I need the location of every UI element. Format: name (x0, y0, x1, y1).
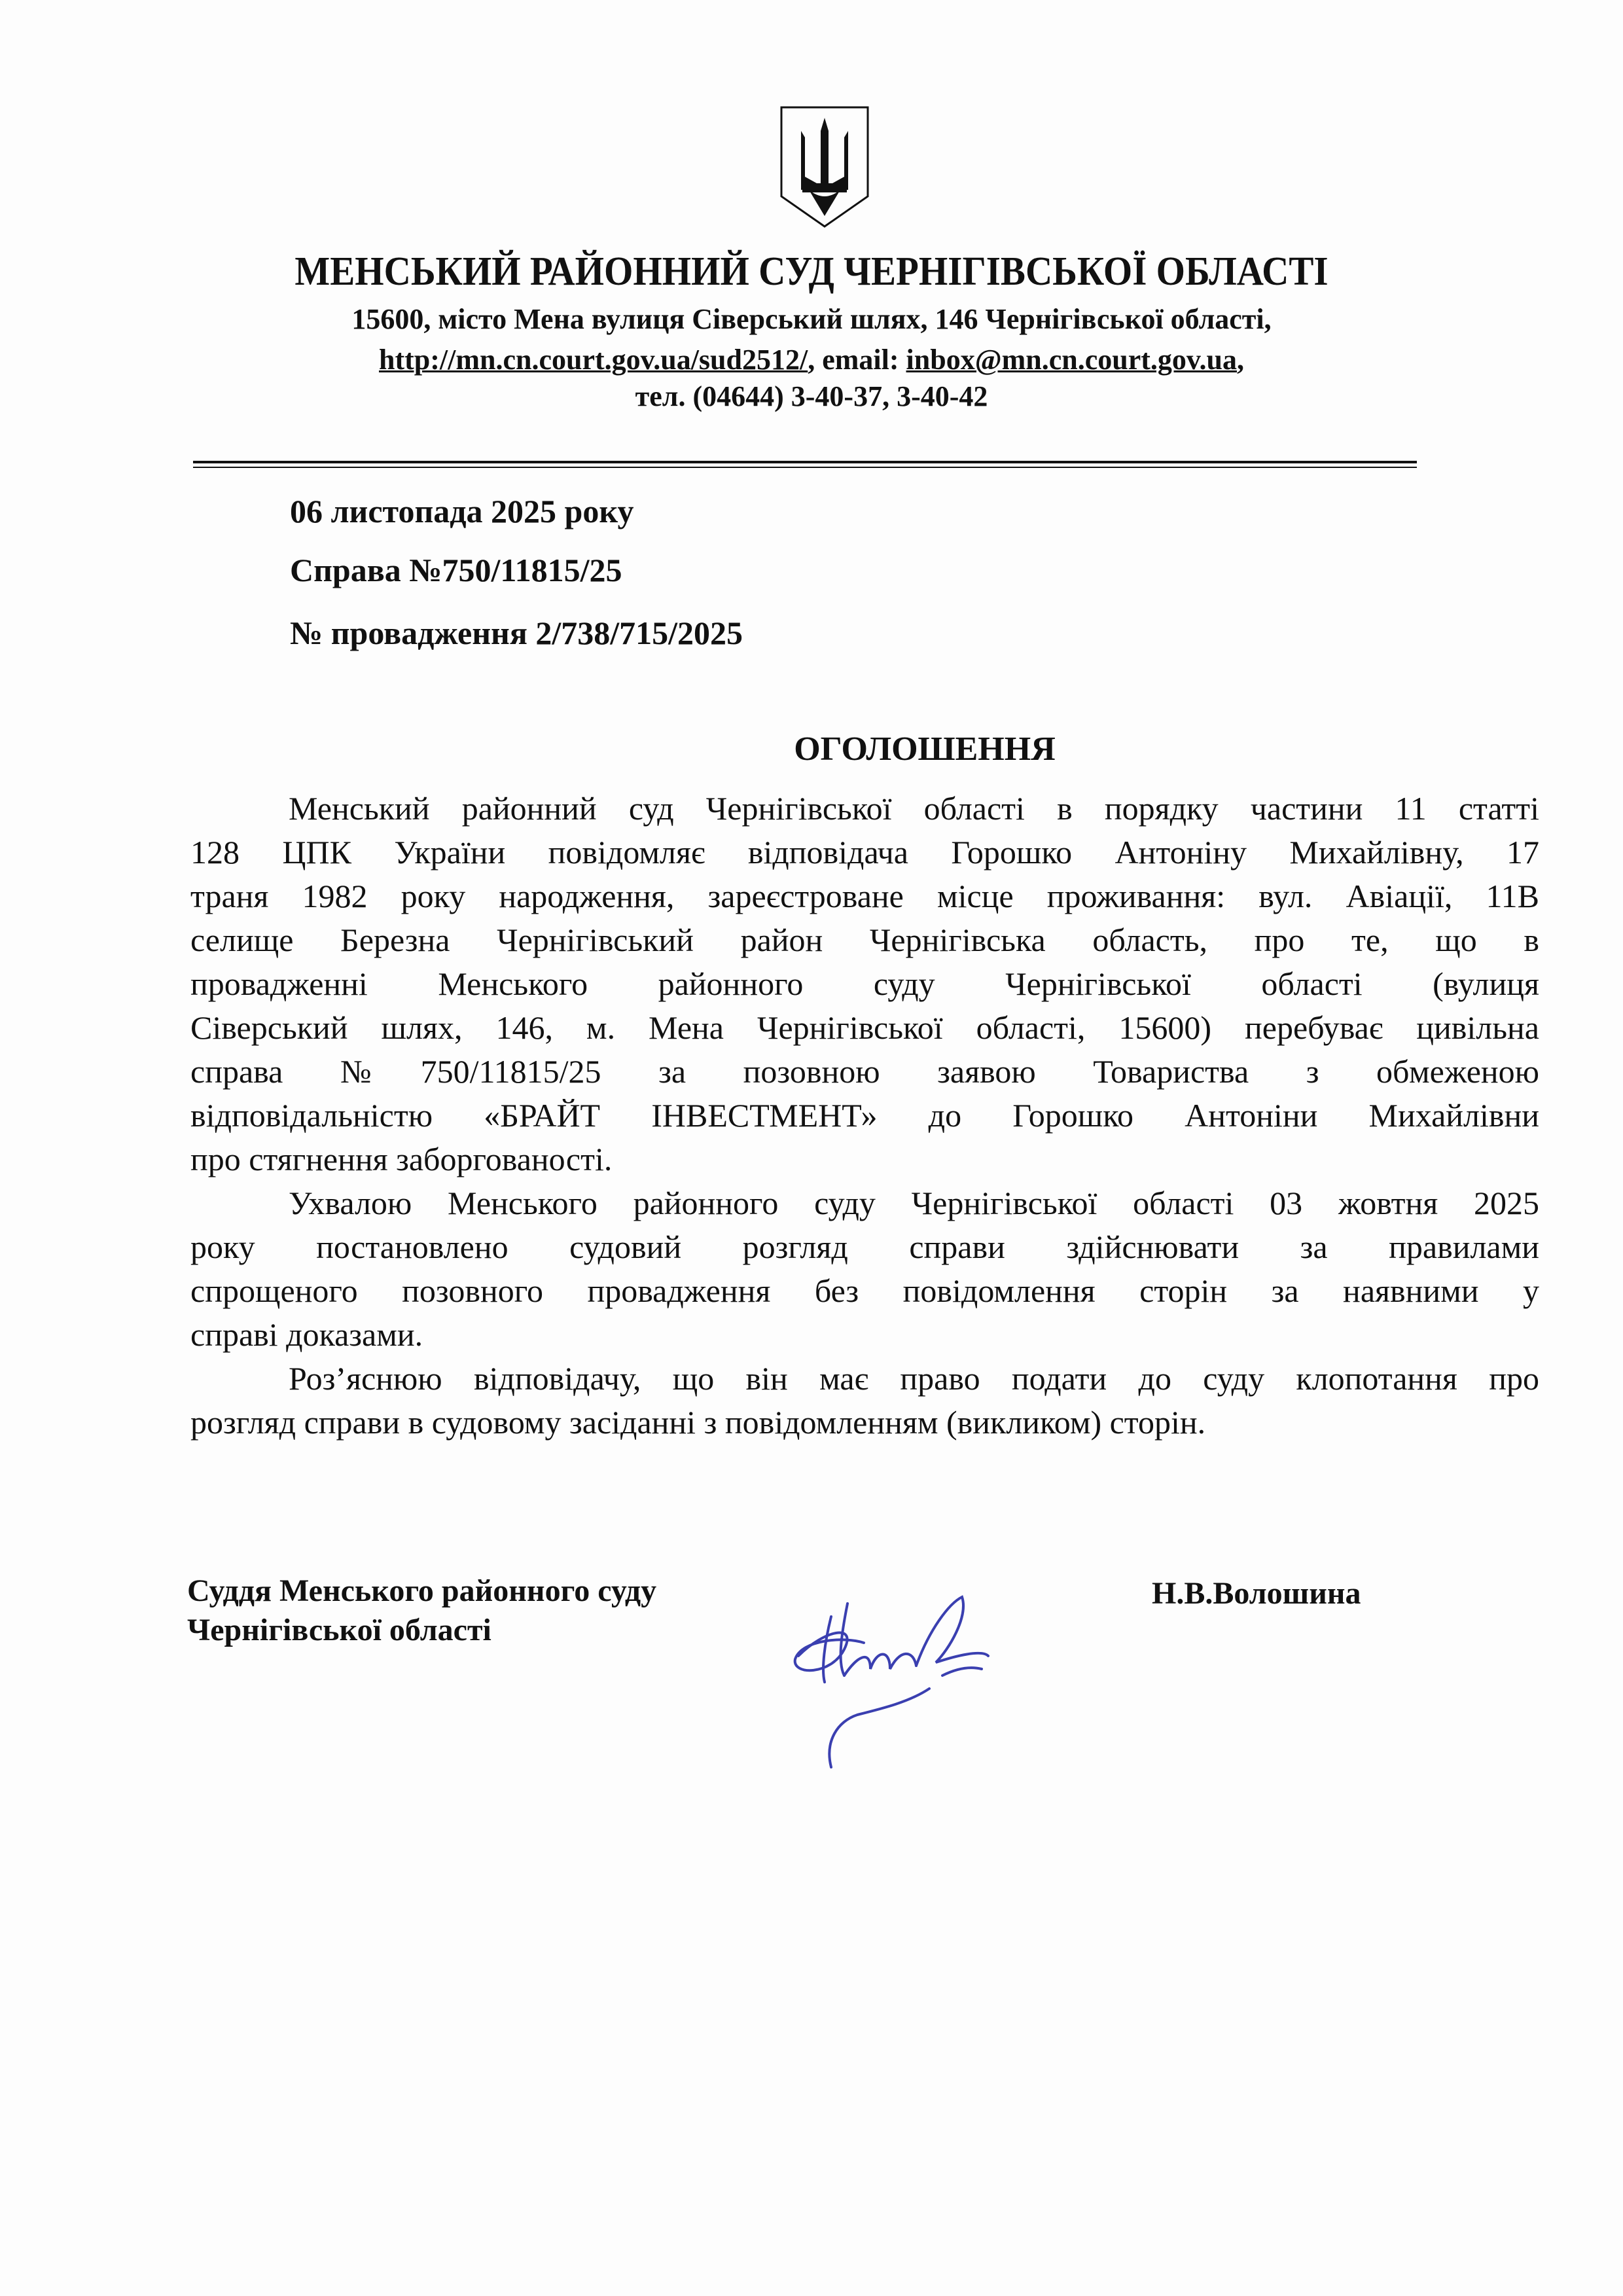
court-contacts (0, 343, 1623, 376)
body-line: Сіверський шлях, 146, м. Мена Чернігівської області, 15600) перебуває цивільна (190, 1009, 1539, 1046)
body-line: справа №750/11815/25 за позовною заявою Товариства з обмеженою (190, 1053, 1539, 1090)
body-line: розгляд справи в судовому засіданні з повідомленням (викликом) сторін. (190, 1404, 1206, 1441)
body-line: провадженні Менського районного суду Чернігівської області (вулиця (190, 965, 1539, 1002)
body-line: траня 1982 року народження, зареєстроване місце проживання: вул. Авіації, 11В (190, 878, 1539, 914)
handwritten-signature (785, 1577, 1001, 1780)
email-suffix: , (1236, 344, 1244, 376)
announcement-title: ОГОЛОШЕННЯ (794, 730, 1056, 768)
body-line: відповідальністю «БРАЙТ ІНВЕСТМЕНТ» до Горошко Антоніни Михайлівни (190, 1097, 1539, 1134)
body-line: селище Березна Чернігівський район Чернігівська область, про те, що в (190, 922, 1539, 958)
judge-position-line1: Суддя Менського районного суду (187, 1573, 657, 1608)
document-date: 06 листопада 2025 року (290, 493, 634, 529)
body-line: 128 ЦПК України повідомляє відповідача Горошко Антоніну Михайлівну, 17 (190, 834, 1539, 870)
judge-name: Н.В.Волошина (1152, 1576, 1361, 1611)
body-line: Менський районний суд Чернігівської області в порядку частини 11 статті (289, 790, 1539, 827)
announcement-body (190, 787, 1539, 1444)
header-divider-thin (193, 467, 1417, 468)
body-line: Роз’яснюю відповідачу, що він має право подати до суду клопотання про (289, 1360, 1539, 1397)
body-line: справі доказами. (190, 1316, 423, 1353)
judge-position-line2: Чернігівської області (187, 1613, 491, 1647)
website-link[interactable]: http://mn.cn.court.gov.ua/sud2512/ (379, 344, 808, 376)
case-number: Справа №750/11815/25 (290, 552, 622, 588)
body-line: року постановлено судовий розгляд справи здійснювати за правилами (190, 1229, 1539, 1265)
court-title: МЕНСЬКИЙ РАЙОННИЙ СУД ЧЕРНІГІВСЬКОЇ ОБЛАСТІ (294, 249, 1329, 294)
email-label: , email: (808, 344, 906, 376)
court-address: 15600, місто Мена вулиця Сіверський шлях, 146 Чернігівської області, (351, 303, 1272, 335)
body-line: Ухвалою Менського районного суду Чернігівської області 03 жовтня 2025 (289, 1185, 1539, 1221)
coat-of-arms-emblem (779, 105, 870, 229)
proceeding-number: № провадження 2/738/715/2025 (290, 615, 743, 651)
body-line: про стягнення заборгованості. (190, 1141, 613, 1177)
court-phone: тел. (04644) 3-40-37, 3-40-42 (635, 380, 988, 412)
header-divider (193, 461, 1417, 463)
email-link[interactable]: inbox@mn.cn.court.gov.ua (906, 344, 1237, 376)
body-line: спрощеного позовного провадження без повідомлення сторін за наявними у (190, 1272, 1539, 1309)
